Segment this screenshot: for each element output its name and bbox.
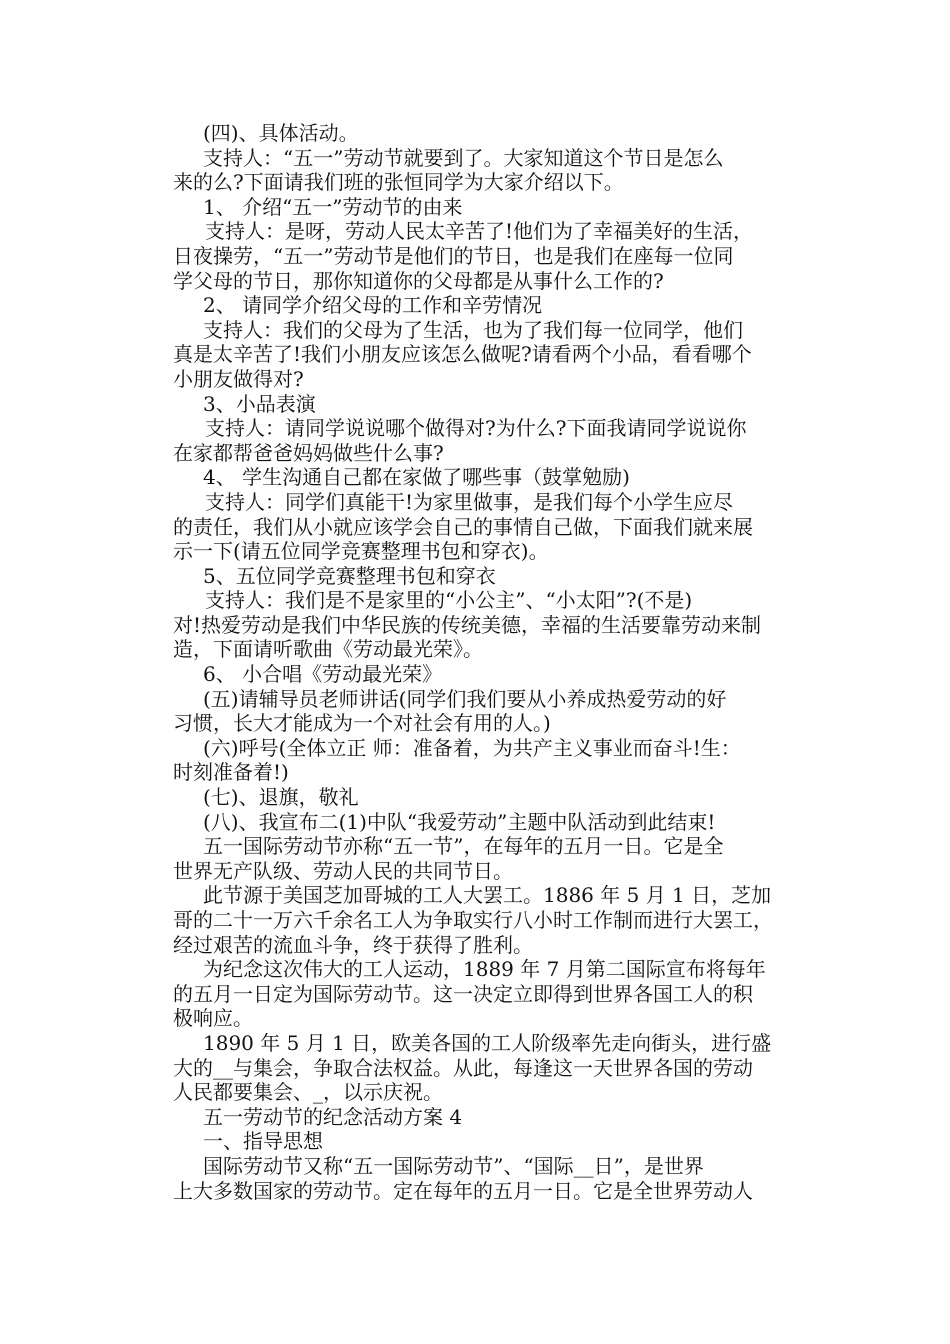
- text-line: 五一劳动节的纪念活动方案 4: [203, 1104, 463, 1129]
- text-line: 世界无产队级、劳动人民的共同节日。: [173, 858, 513, 883]
- text-line: 来的么?下面请我们班的张恒同学为大家介绍以下。: [173, 170, 624, 195]
- text-line: 的五月一日定为国际劳动节。这一决定立即得到世界各国工人的积: [173, 981, 753, 1006]
- text-line: 日夜操劳，“五一”劳动节是他们的节日，也是我们在座每一位同: [173, 243, 734, 268]
- text-line: 支持人：是呀，劳动人民太辛苦了!他们为了幸福美好的生活，: [205, 219, 754, 244]
- text-line: (七)、退旗，敬礼: [203, 785, 359, 810]
- text-line: 经过艰苦的流血斗争，终于获得了胜利。: [173, 932, 533, 957]
- text-line: 时刻准备着!): [173, 760, 289, 785]
- text-line: 4、 学生沟通自己都在家做了哪些事（鼓掌勉励): [203, 465, 630, 490]
- text-line: 支持人：我们是不是家里的“小公主”、“小太阳”?(不是): [205, 588, 693, 613]
- text-line: 学父母的节日，那你知道你的父母都是从事什么工作的?: [173, 268, 664, 293]
- text-line: (五)请辅导员老师讲话(同学们我们要从小养成热爱劳动的好: [203, 686, 727, 711]
- text-line: 国际劳动节又称“五一国际劳动节”、“国际__日”，是世界: [203, 1153, 704, 1178]
- text-line: 造，下面请听歌曲《劳动最光荣》。: [173, 637, 483, 662]
- text-line: (八)、我宣布二(1)中队“我爱劳动”主题中队活动到此结束!: [203, 809, 716, 834]
- text-line: 此节源于美国芝加哥城的工人大罢工。1886 年 5 月 1 日，芝加: [203, 883, 772, 908]
- text-line: 大的__与集会，争取合法权益。从此，每逢这一天世界各国的劳动: [173, 1055, 753, 1080]
- text-line: 小朋友做得对?: [173, 366, 304, 391]
- text-line: 人民都要集会、_，以示庆祝。: [173, 1080, 443, 1105]
- text-line: 支持人：“五一”劳动节就要到了。大家知道这个节日是怎么: [203, 145, 724, 170]
- text-line: 2、 请同学介绍父母的工作和辛劳情况: [203, 293, 543, 318]
- text-line: 对!热爱劳动是我们中华民族的传统美德，幸福的生活要靠劳动来制: [173, 612, 762, 637]
- text-line: 在家都帮爸爸妈妈做些什么事?: [173, 440, 444, 465]
- text-line: 1、 介绍“五一”劳动节的由来: [203, 194, 463, 219]
- text-line: 6、 小合唱《劳动最光荣》: [203, 662, 443, 687]
- text-line: 支持人：同学们真能干!为家里做事，是我们每个小学生应尽: [205, 489, 734, 514]
- text-line: 支持人：我们的父母为了生活，也为了我们每一位同学，他们: [203, 317, 743, 342]
- text-line: 哥的二十一万六千余名工人为争取实行八小时工作制而进行大罢工，: [173, 908, 773, 932]
- text-line: 极响应。: [173, 1006, 253, 1031]
- text-line: 的责任，我们从小就应该学会自己的事情自己做，下面我们就来展: [173, 514, 753, 539]
- document-body: [173, 121, 813, 1203]
- text-line: 真是太辛苦了!我们小朋友应该怎么做呢?请看两个小品，看看哪个: [173, 342, 752, 367]
- text-line: 1890 年 5 月 1 日，欧美各国的工人阶级率先走向街头，进行盛: [203, 1030, 772, 1055]
- text-line: 5、五位同学竞赛整理书包和穿衣: [203, 563, 496, 588]
- text-line: (四)、具体活动。: [203, 121, 359, 145]
- text-line: 习惯，长大才能成为一个对社会有用的人。): [173, 711, 551, 736]
- text-line: (六)呼号(全体立正 师：准备着，为共产主义事业而奋斗!生：: [203, 735, 741, 760]
- text-line: 支持人：请同学说说哪个做得对?为什么?下面我请同学说说你: [205, 416, 747, 441]
- text-line: 上大多数国家的劳动节。定在每年的五月一日。它是全世界劳动人: [173, 1178, 753, 1203]
- text-line: 3、小品表演: [203, 391, 316, 416]
- text-line: 示一下(请五位同学竞赛整理书包和穿衣)。: [173, 539, 549, 564]
- text-line: 一、指导思想: [203, 1129, 323, 1154]
- text-line: 五一国际劳动节亦称“五一节”，在每年的五月一日。它是全: [203, 834, 724, 859]
- text-line: 为纪念这次伟大的工人运动，1889 年 7 月第二国际宣布将每年: [203, 957, 766, 982]
